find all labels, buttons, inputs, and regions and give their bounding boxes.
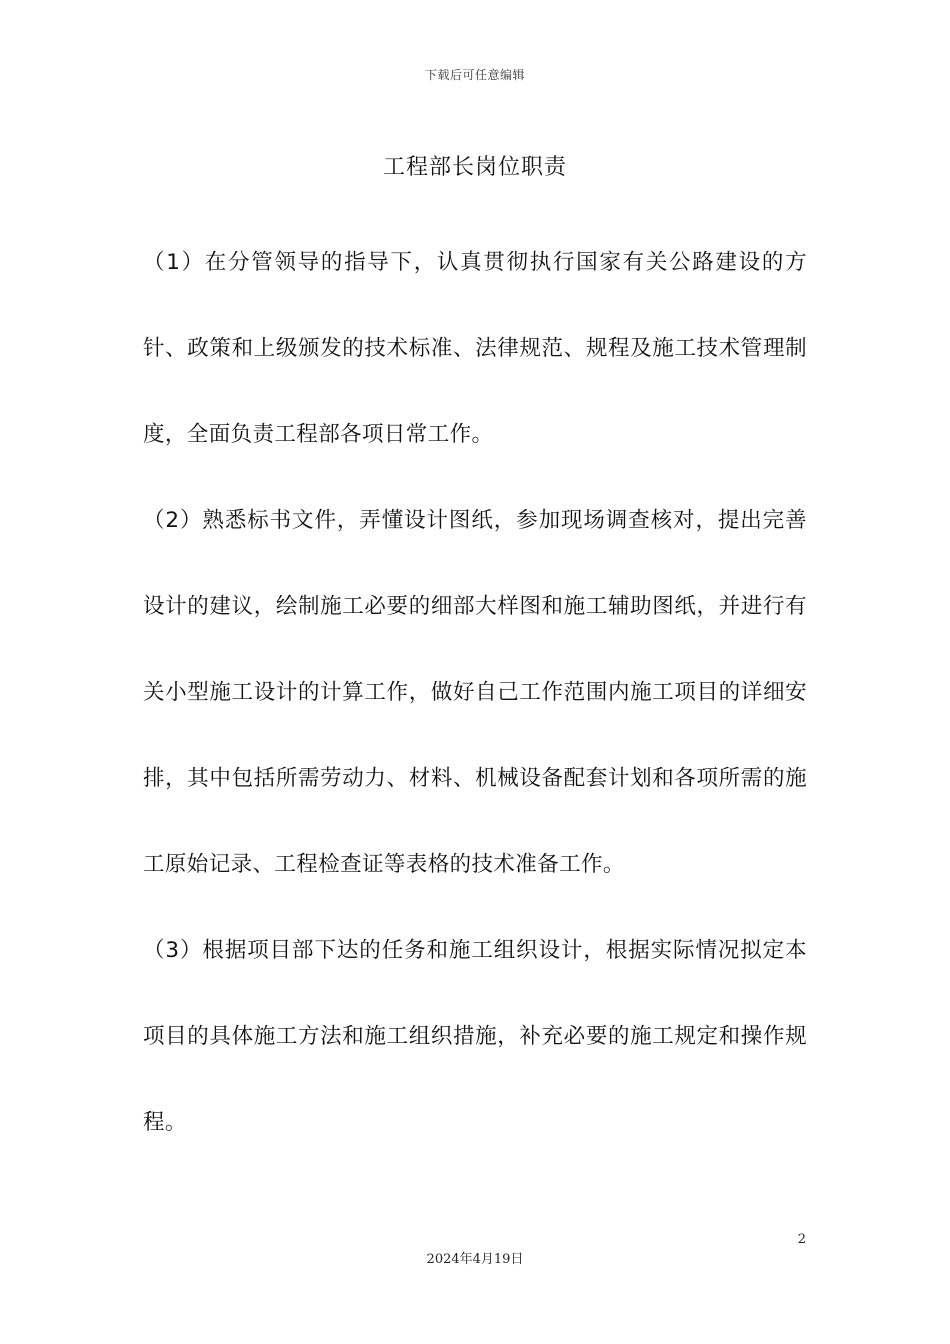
paragraph-1: （1）在分管领导的指导下，认真贯彻执行国家有关公路建设的方针、政策和上级颁发的技术标准、法律规范、规程及施工技术管理制度，全面负责工程部各项日常工作。 <box>143 250 807 447</box>
paragraph-2: （2）熟悉标书文件，弄懂设计图纸，参加现场调查核对，提出完善设计的建议，绘制施工必要的细部大样图和施工辅助图纸，并进行有关小型施工设计的计算工作，做好自己工作范围内施工项目的详细安排，其中包括所需劳动力、材料、机械设备配套计划和各项所需的施工原始记录、工程检查证等表格的技术准备工作。 <box>143 508 807 877</box>
document-title: 工程部长岗位职责 <box>382 155 567 180</box>
document-body <box>143 220 807 1166</box>
paragraph-3: （3）根据项目部下达的任务和施工组织设计，根据实际情况拟定本项目的具体施工方法和施工组织措施，补充必要的施工规定和操作规程。 <box>143 938 807 1135</box>
footer-date: 2024年4月19日 <box>426 1252 524 1267</box>
page-number: 2 <box>797 1232 806 1247</box>
header-note: 下载后可任意编辑 <box>424 68 525 82</box>
